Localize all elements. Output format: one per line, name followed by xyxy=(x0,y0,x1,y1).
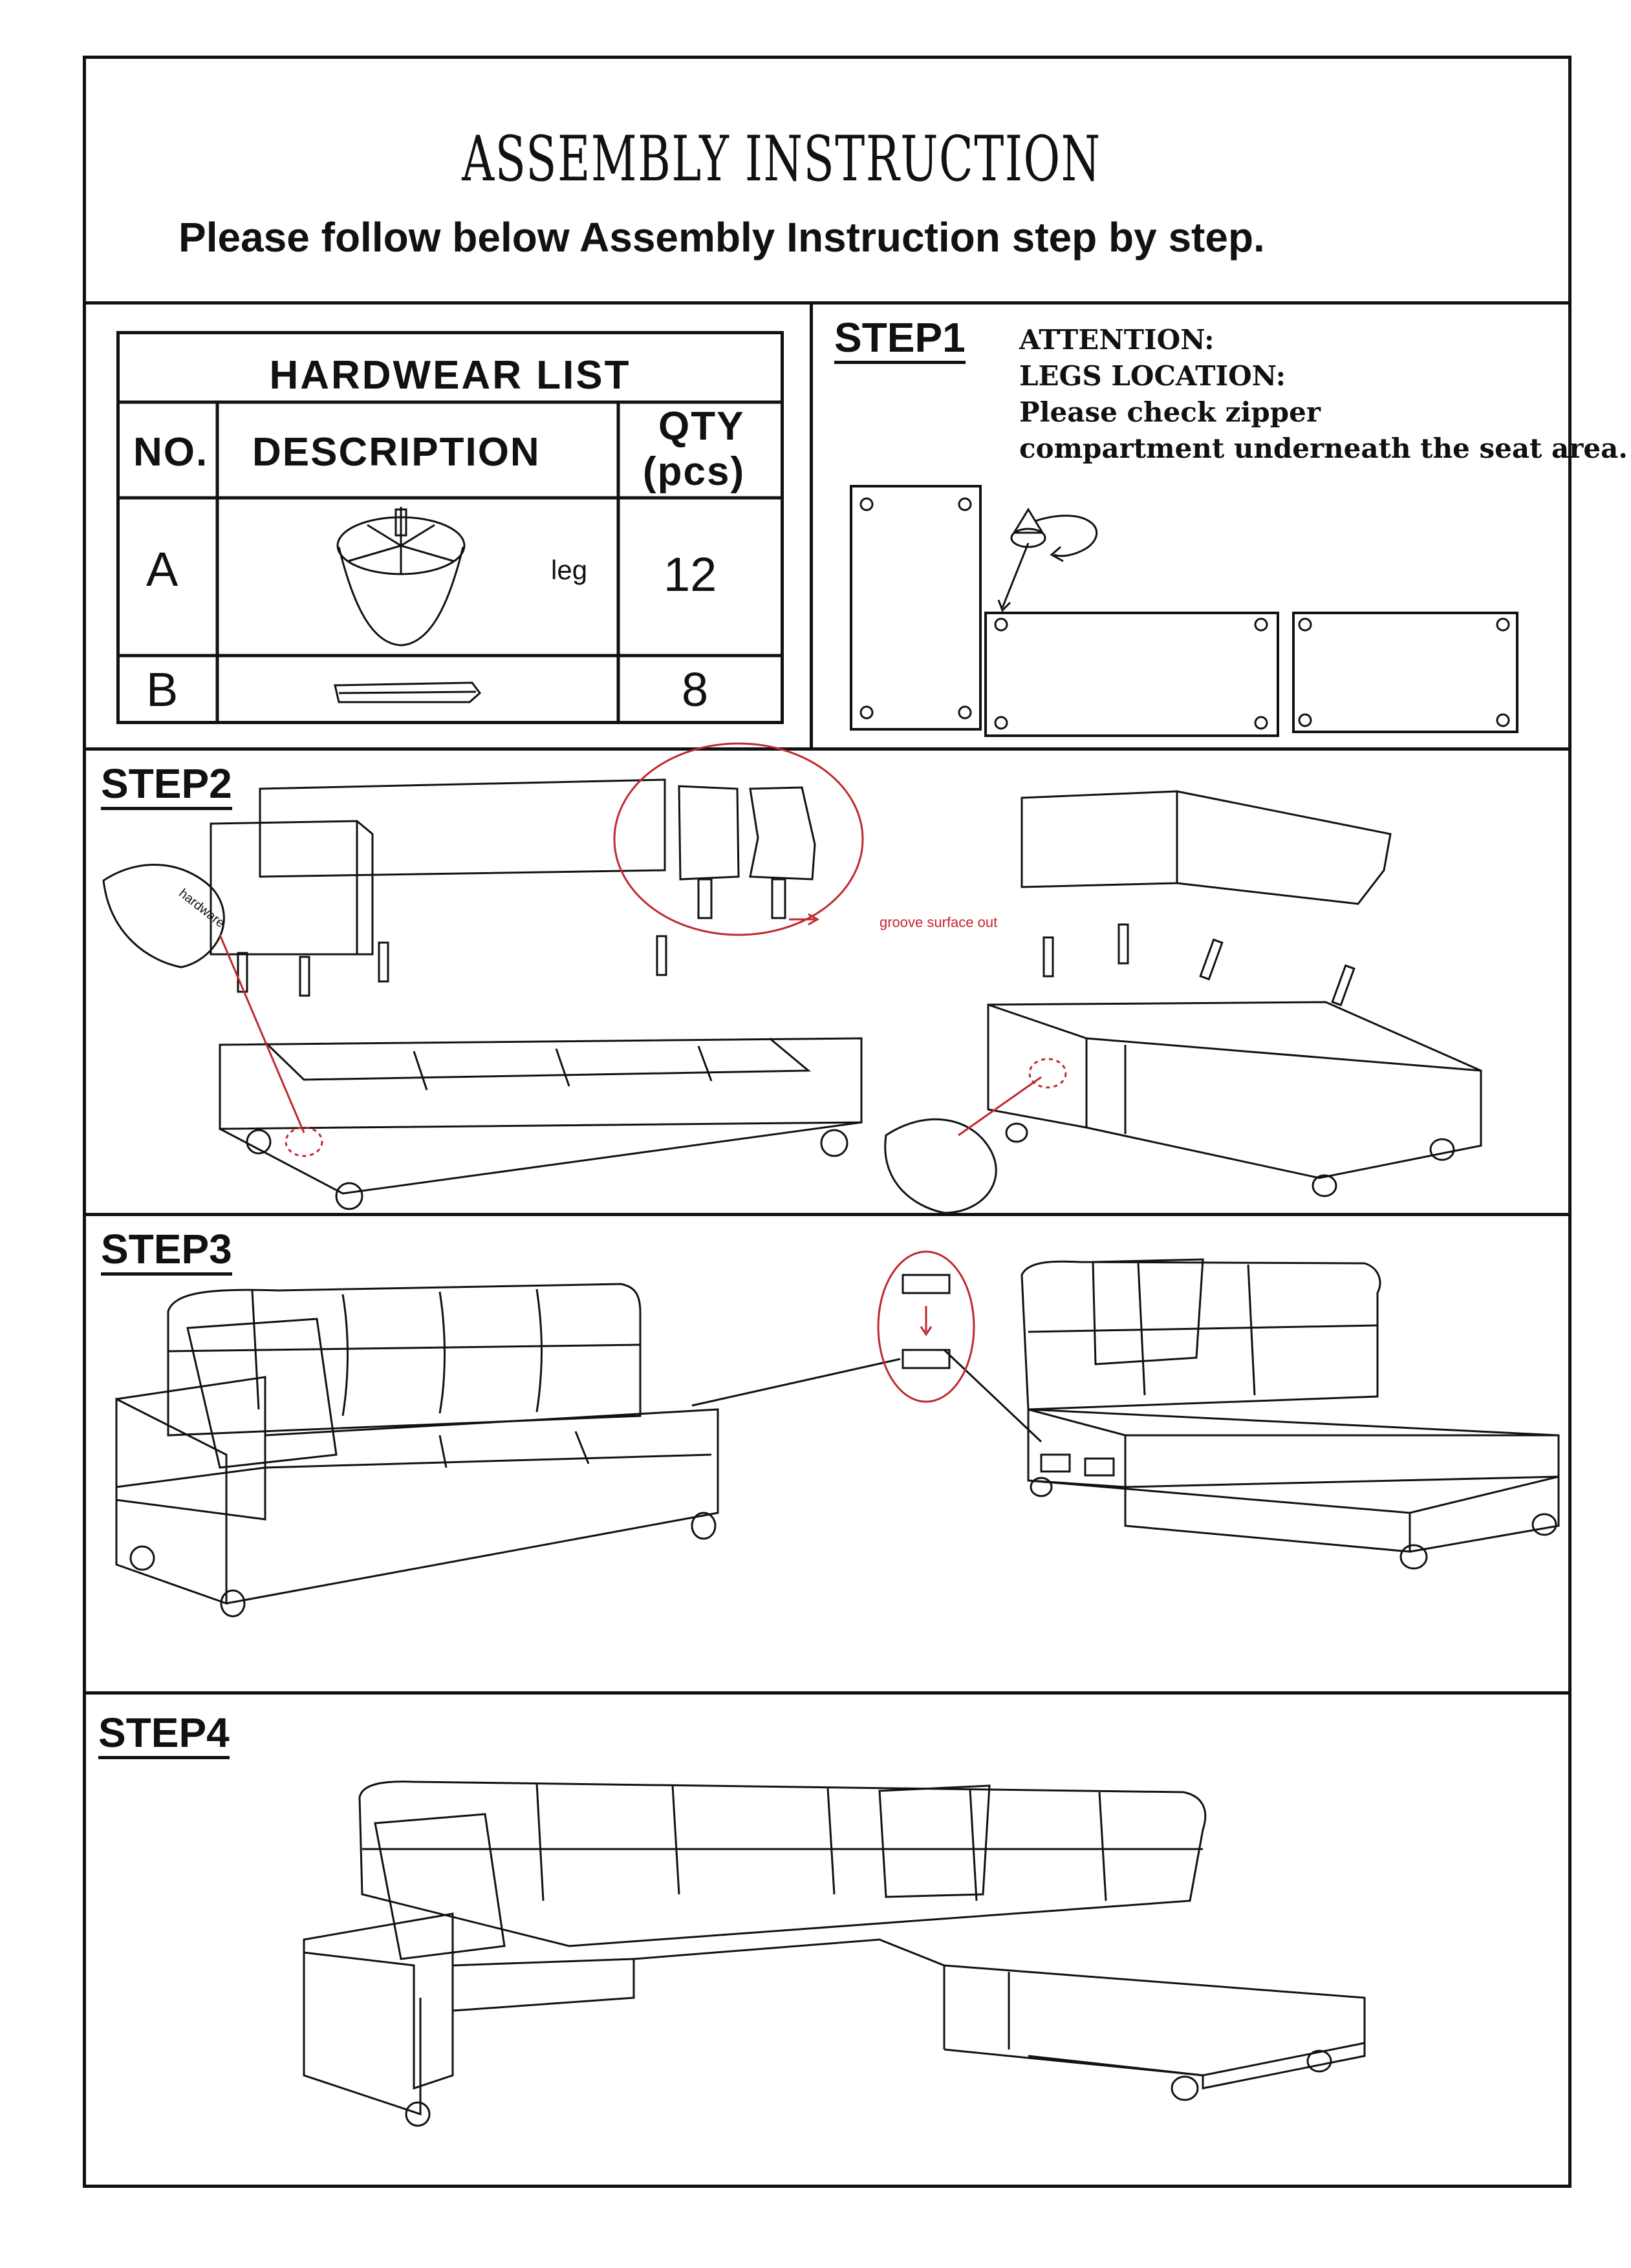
divider-step4 xyxy=(83,1691,1572,1695)
row-b-qty: 8 xyxy=(682,663,709,716)
step2-label: STEP2 xyxy=(101,763,232,810)
divider-header xyxy=(83,301,1572,305)
groove-surface-annotation: groove surface out xyxy=(880,914,998,930)
step3-bracket-connection-diagram xyxy=(110,1241,1552,1642)
attention-line-2: LEGS LOCATION: xyxy=(1019,360,1286,392)
column-no: NO. xyxy=(133,430,209,475)
step3-label: STEP3 xyxy=(101,1228,232,1276)
row-a-qty: 12 xyxy=(664,548,717,601)
row-b-no: B xyxy=(146,663,178,716)
page-subtitle: Please follow below Assembly Instruction step by step. xyxy=(178,214,1265,261)
column-description: DESCRIPTION xyxy=(252,430,541,475)
attention-line-1: ATTENTION: xyxy=(1019,324,1215,356)
step4-assembled-sectional-diagram xyxy=(297,1752,1365,2114)
row-a-no: A xyxy=(146,542,178,596)
attention-line-4: compartment underneath the seat area. xyxy=(1019,433,1628,464)
attention-line-3: Please check zipper xyxy=(1019,396,1321,428)
column-qty-line1: QTY xyxy=(658,404,745,449)
hardware-bag-label: hardware xyxy=(176,886,228,931)
step4-label: STEP4 xyxy=(98,1712,230,1759)
divider-step2 xyxy=(83,747,1572,751)
column-qty-line2: (pcs) xyxy=(643,449,746,494)
step1-label: STEP1 xyxy=(834,317,966,364)
page-title: ASSEMBLY INSTRUCTION xyxy=(462,123,1101,195)
sofa-leg-icon xyxy=(329,507,473,652)
hardware-table-title: HARDWEAR LIST xyxy=(269,353,631,398)
connector-bracket-icon xyxy=(334,680,481,706)
step2-backrest-installation-diagram xyxy=(91,767,1552,1213)
divider-step1 xyxy=(810,301,813,749)
row-a-description: leg xyxy=(551,555,588,585)
step1-leg-location-diagram xyxy=(841,478,1539,737)
step1-attention-note xyxy=(1019,322,1628,467)
divider-step3 xyxy=(83,1213,1572,1216)
